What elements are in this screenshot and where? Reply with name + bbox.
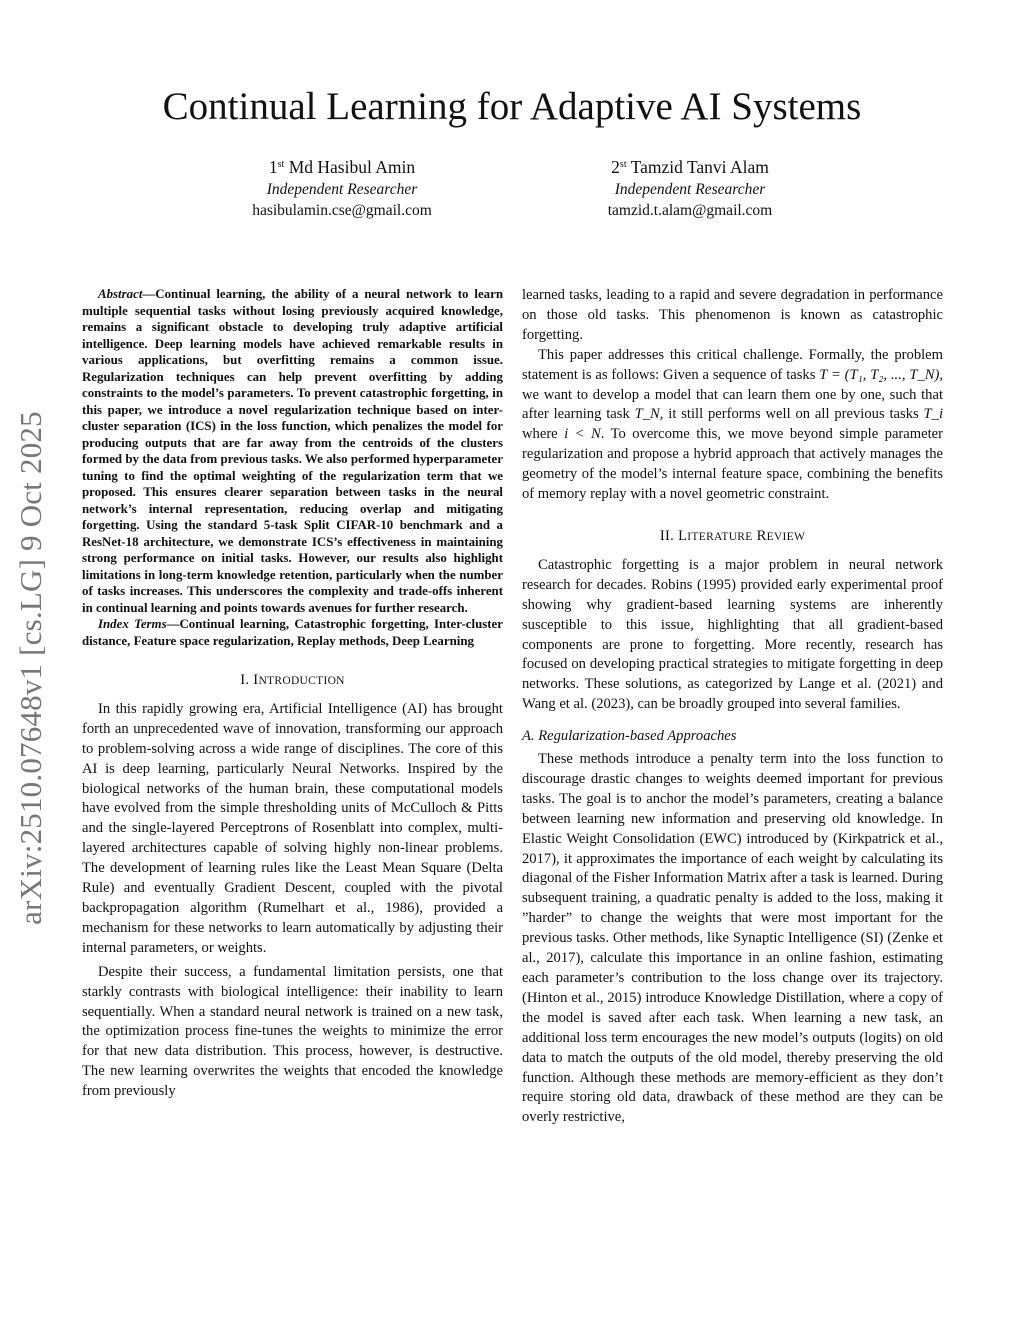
math-i-less-n: i < N xyxy=(564,426,601,443)
index-terms xyxy=(82,616,503,649)
arxiv-identifier-text: arXiv:2510.07648v1 [cs.LG] 9 Oct 2025 xyxy=(13,410,48,925)
author-email: tamzid.t.alam@gmail.com xyxy=(607,202,773,219)
author-name: Md Hasibul Amin xyxy=(288,157,416,177)
intro-paragraph-3: learned tasks, leading to a rapid and severe degradation in performance on those old tasks. This phenomenon is known as catastrophic forgetting. xyxy=(522,287,943,343)
author-name-line xyxy=(540,155,840,179)
abstract-label: Abstract xyxy=(98,287,143,301)
literature-paragraph-1: Catastrophic forgetting is a major problem in neural network research for decades. Robins (1995) provided early experimental proof showing why gradient-based learning systems are inherently susceptible to this issue, highlighting that all gradient-based components are prone to forgetting. More recently, research has focused on developing practical strategies to mitigate forgetting in deep networks. These solutions, as categorized by Lange et al. (2021) and Wang et al. (2023), can be broadly grouped into several families. xyxy=(522,556,943,713)
left-column xyxy=(82,286,503,1102)
math-task-sequence: T = (T₁, T₂, ..., T_N) xyxy=(819,366,940,383)
author-affiliation: Independent Researcher xyxy=(614,181,766,198)
author-ordinal: 2 xyxy=(611,157,620,177)
math-task-n: T_N xyxy=(634,406,660,423)
author-name: Tamzid Tanvi Alam xyxy=(630,157,769,177)
section-heading-introduction: I. INTRODUCTION xyxy=(240,672,345,688)
intro-paragraph-1: In this rapidly growing era, Artificial Intelligence (AI) has brought forth an unprecedented wave of innovation, transforming our approach to problem-solving across a wide range of disciplines. The core of this AI is deep learning, particularly Neural Networks. Inspired by the biological networks of the human brain, these computational models have evolved from the simple thresholding units of McCulloch & Pitts and the single-layered Perceptrons of Rosenblatt into complex, multi-layered architectures capable of solving highly non-linear problems. The development of learning rules like the Least Mean Square (Delta Rule) and eventually Gradient Descent, coupled with the pivotal backpropagation algorithm (Rumelhart et al., 1986), provided a mechanism for these networks to learn automatically by adjusting their internal parameters, or weights. xyxy=(82,700,503,956)
index-terms-label: Index Terms xyxy=(98,617,167,631)
author-ordinal-suffix: st xyxy=(619,159,627,170)
abstract-text: —Continual learning, the ability of a neural network to learn multiple sequential tasks without losing previously acquired knowledge, remains a significant obstacle to developing truly adaptive artificial intelligence. Deep learning models have achieved remarkable results in various applications, but overfitting remains a common issue. Regularization techniques can help prevent overfitting by adding constraints to the model’s parameters. To prevent catastrophic forgetting, in this paper, we introduce a novel regularization technique based on inter-cluster separation (ICS) in the loss function, which penalizes the model for producing outputs that are far away from the centroids of the clusters formed by the data from previous tasks. We also performed hyperparameter tuning to find the optimal weighting of the regularization term that we proposed. This ensures clearer separation between tasks in the neural network’s internal representation, reducing overlap and mitigating forgetting. Using the standard 5-task Split CIFAR-10 benchmark and a ResNet-18 architecture, we demonstrate ICS’s effectiveness in maintaining strong performance on initial tasks. However, our results also highlight limitations in long-term knowledge retention, particularly when the number of tasks increases. This underscores the complexity and trade-offs inherent in continual learning and points towards avenues for further research. xyxy=(82,287,503,615)
author-block-2 xyxy=(540,155,840,221)
subsection-heading-regularization: A. Regularization-based Approaches xyxy=(522,728,737,745)
author-affiliation: Independent Researcher xyxy=(266,181,418,198)
paper-title: Continual Learning for Adaptive AI Systems xyxy=(162,85,862,128)
author-email: hasibulamin.cse@gmail.com xyxy=(252,202,432,219)
author-block-1 xyxy=(192,155,492,221)
author-name-line xyxy=(192,155,492,179)
math-task-i: T_i xyxy=(923,406,943,423)
intro-paragraph-4: This paper addresses this critical challenge. Formally, the problem statement is as follows: Given a sequence of tasks T = (T₁, T₂, ..., T_N), we want to develop a model that can learn them one by one, such that after learning task T_N, it still performs well on all previous tasks T_i where i < N. To overcome this, we move beyond simple parameter regularization and propose a hybrid approach that actively manages the geometry of the model’s internal feature space, combining the benefits of memory replay with a novel geometric constraint. xyxy=(522,346,944,503)
intro-paragraph-2: Despite their success, a fundamental limitation persists, one that starkly contrasts with biological intelligence: their inability to learn sequentially. When a standard neural network is trained on a new task, the optimization process fine-tunes the weights to minimize the error for that new data distribution. This process, however, is destructive. The new learning overwrites the weights that encoded the knowledge from previously xyxy=(82,963,503,1100)
author-ordinal-suffix: st xyxy=(277,159,285,170)
abstract xyxy=(82,286,503,616)
arxiv-identifier-stamp xyxy=(2,380,60,955)
index-terms-text: —Continual learning, Catastrophic forgetting, Inter-cluster distance, Feature space regularization, Replay methods, Deep Learning xyxy=(82,617,504,648)
right-column xyxy=(522,286,943,1128)
section-heading-literature-review: II. LITERATURE REVIEW xyxy=(659,527,806,544)
regularization-paragraph-1: These methods introduce a penalty term into the loss function to discourage drastic changes to weights deemed important for previous tasks. The goal is to anchor the model’s parameters, creating a balance between learning new information and preserving old knowledge. In Elastic Weight Consolidation (EWC) introduced by (Kirkpatrick et al., 2017), it approximates the importance of each weight by calculating its diagonal of the Fisher Information Matrix after a task is learned. During subsequent training, a quadratic penalty is added to the loss, making it ”harder” to change the weights that were most important for the previous tasks. Other methods, like Synaptic Intelligence (SI) (Zenke et al., 2017), calculate this importance in an online fashion, estimating each parameter’s contribution to the loss change over its trajectory. (Hinton et al., 2015) introduce Knowledge Distillation, where a copy of the model is saved after each task. When learning a new task, an additional loss term encourages the new model’s outputs (logits) on old data to match the outputs of the old model, thereby preserving the old function. Although these methods are memory-efficient as they don’t require storing old data, drawback of these method are they can be overly restrictive, xyxy=(522,751,943,1126)
author-ordinal: 1 xyxy=(268,157,278,177)
